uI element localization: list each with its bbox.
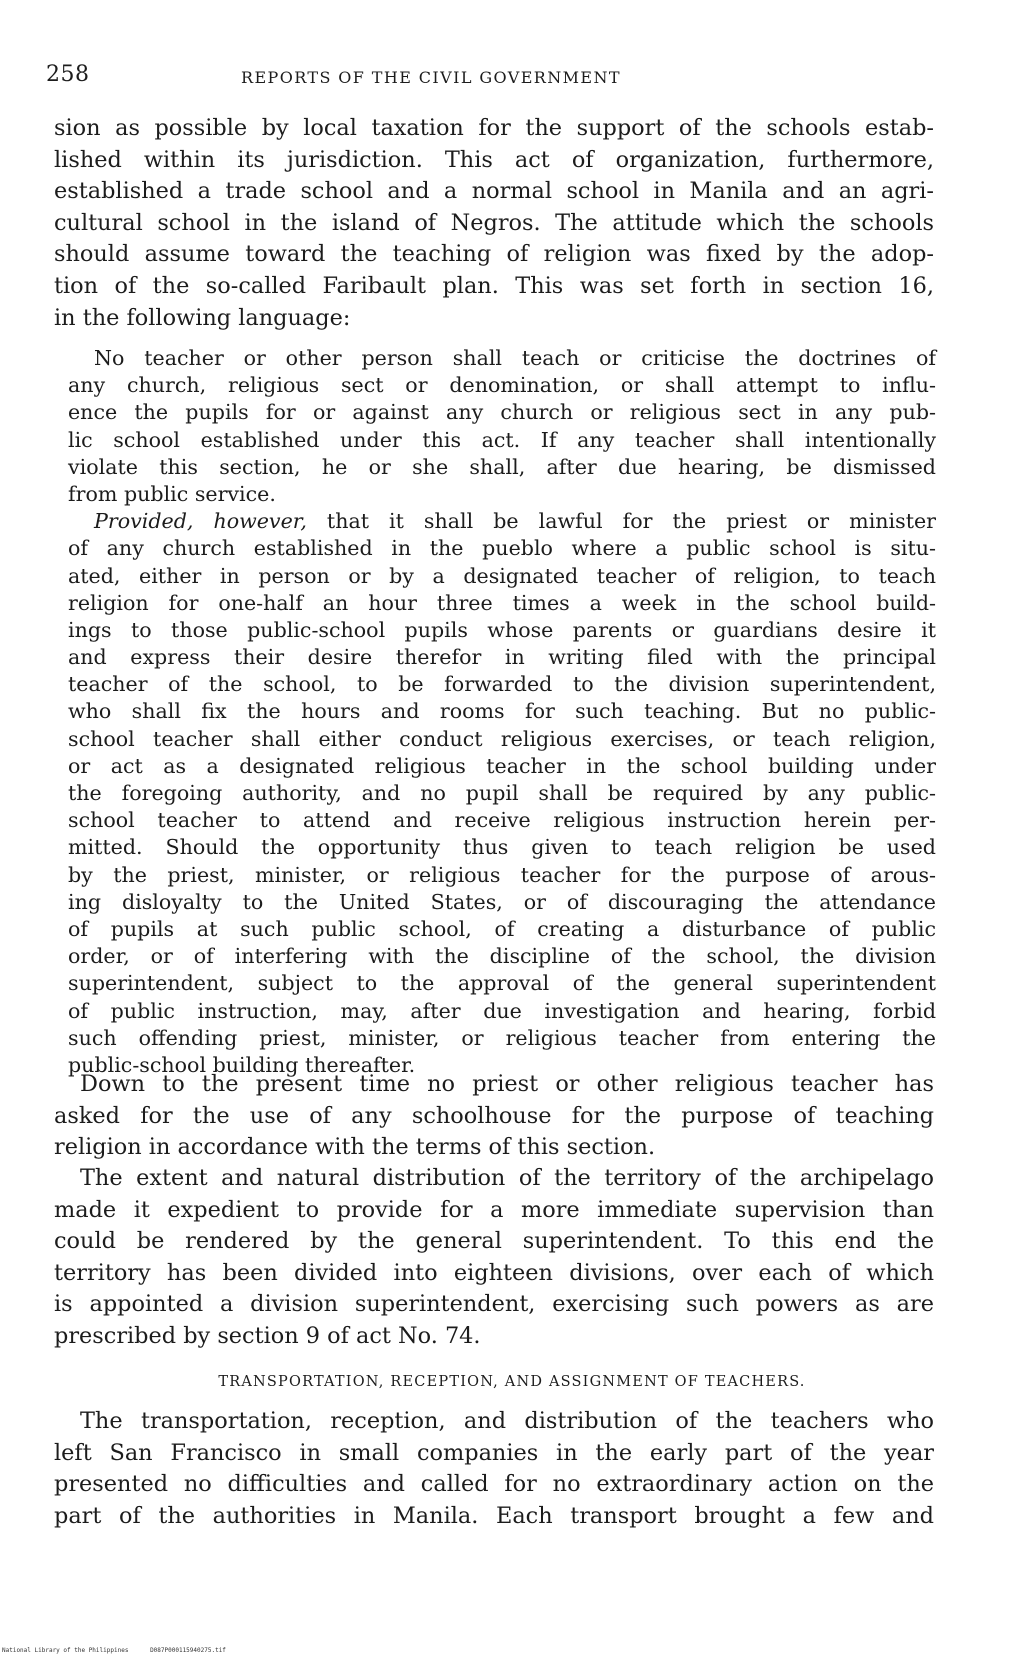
quote-line: mitted. Should the opportunity thus given to teach religion be used	[68, 835, 936, 860]
quote-line: school teacher to attend and receive religious instruction herein per-	[68, 808, 936, 833]
quote-line: teacher of the school, to be forwarded to the division superintendent,	[68, 672, 936, 697]
quote-line: from public service.	[68, 481, 276, 506]
quote-line: ated, either in person or by a designated teacher of religion, to teach	[68, 563, 936, 588]
text-line: territory has been divided into eighteen divisions, over each of which	[54, 1259, 934, 1286]
text-line: prescribed by section 9 of act No. 74.	[54, 1322, 481, 1349]
quote-line: public-school building thereafter.	[68, 1052, 416, 1077]
text-line: sion as possible by local taxation for the support of the schools estab-	[54, 115, 934, 141]
text-line: lished within its jurisdiction. This act of organization, furthermore,	[54, 146, 934, 173]
proviso-first-line	[68, 508, 936, 535]
quote-line: school teacher shall either conduct religious exercises, or teach religion,	[68, 726, 936, 751]
text-line: tion of the so-called Faribault plan. This was set forth in section 16,	[54, 272, 934, 299]
text-line: should assume toward the teaching of religion was fixed by the adop-	[54, 241, 934, 268]
quote-line: ing disloyalty to the United States, or of discouraging the attendance	[68, 889, 936, 914]
text-line: Down to the present time no priest or other religious teacher has	[80, 1071, 934, 1097]
quote-line: or act as a designated religious teacher in the school building under	[68, 753, 936, 778]
text-line: asked for the use of any schoolhouse for the purpose of teaching	[54, 1102, 934, 1129]
running-head: REPORTS OF THE CIVIL GOVERNMENT	[241, 68, 621, 87]
quote-line: ence the pupils for or against any church or religious sect in any pub-	[68, 400, 936, 425]
text-line: presented no difficulties and called for no extraordinary action on the	[54, 1471, 934, 1498]
quote-line: ings to those public-school pupils whose parents or guardians desire it	[68, 617, 936, 642]
quote-line: order, or of interfering with the discipline of the school, the division	[68, 944, 936, 969]
paragraph-divisions	[54, 1163, 934, 1353]
quote-line: any church, religious sect or denomination, or shall attempt to influ-	[68, 373, 936, 398]
text-line: in the following language:	[54, 304, 351, 331]
quote-line: of pupils at such public school, of creating a disturbance of public	[68, 916, 936, 941]
text-line: made it expedient to provide for a more immediate supervision than	[54, 1196, 934, 1223]
quote-line: of public instruction, may, after due investigation and hearing, forbid	[68, 998, 936, 1023]
text-line: could be rendered by the general superintendent. To this end the	[54, 1228, 934, 1255]
quote-line: and express their desire therefor in writing filed with the principal	[68, 645, 936, 670]
text-line: The extent and natural distribution of the territory of the archipelago	[80, 1165, 934, 1191]
paragraph-transportation	[54, 1406, 934, 1532]
text-line: established a trade school and a normal school in Manila and an agri-	[54, 178, 934, 205]
quote-line: who shall fix the hours and rooms for such teaching. But no public-	[68, 699, 936, 724]
text-line: part of the authorities in Manila. Each transport brought a few and	[54, 1502, 934, 1529]
quote-line: violate this section, he or she shall, after due hearing, be dismissed	[68, 454, 936, 479]
quoted-section	[68, 345, 936, 1079]
quote-line: by the priest, minister, or religious teacher for the purpose of arous-	[68, 862, 936, 887]
page-number: 258	[46, 62, 90, 87]
page-header	[46, 62, 946, 92]
footer-source: National Library of the Philippines	[2, 1647, 129, 1654]
footer-filename: D087P000115940275.tif	[150, 1647, 226, 1654]
quote-line: of any church established in the pueblo where a public school is situ-	[68, 536, 936, 561]
paragraph-no-requests	[54, 1069, 934, 1164]
text-line: The transportation, reception, and distribution of the teachers who	[80, 1408, 934, 1434]
section-heading: TRANSPORTATION, RECEPTION, AND ASSIGNMENT OF TEACHERS.	[218, 1374, 806, 1390]
proviso-italic: however,	[213, 509, 307, 534]
quote-line: lic school established under this act. If any teacher shall intentionally	[68, 427, 936, 452]
quote-line: such offending priest, minister, or religious teacher from entering the	[68, 1025, 936, 1050]
quote-line: the foregoing authority, and no pupil shall be required by any public-	[68, 781, 936, 805]
quote-line: superintendent, subject to the approval of the general superintendent	[68, 971, 936, 996]
text-line: is appointed a division superintendent, exercising such powers as are	[54, 1291, 934, 1318]
paragraph-intro	[54, 113, 934, 334]
text-line: religion in accordance with the terms of this section.	[54, 1134, 656, 1161]
text-line: left San Francisco in small companies in the early part of the year	[54, 1439, 934, 1466]
text-line: cultural school in the island of Negros. The attitude which the schools	[54, 209, 934, 236]
quote-line: religion for one-half an hour three times a week in the school build-	[68, 590, 936, 615]
proviso-italic: Provided,	[94, 509, 194, 534]
quote-line: No teacher or other person shall teach or criticise the doctrines of	[94, 346, 936, 370]
scan-footer	[2, 1647, 244, 1654]
proviso-text: that it shall be lawful for the priest or minister	[306, 509, 936, 534]
